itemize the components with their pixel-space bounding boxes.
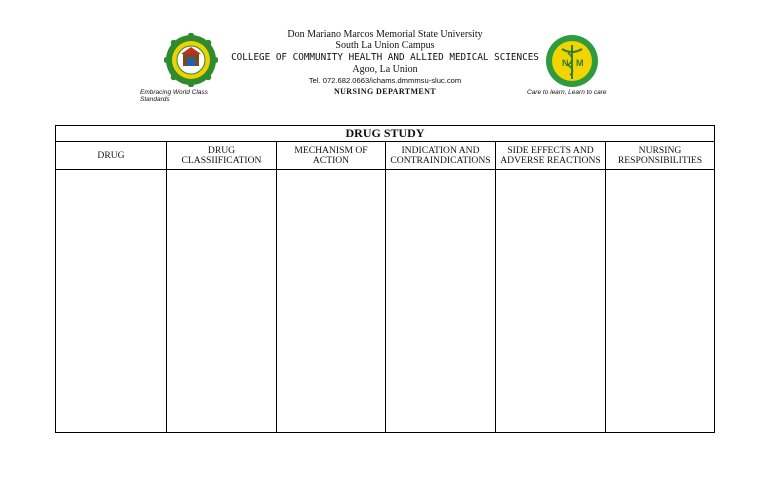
drug-study-table bbox=[55, 125, 715, 433]
location: Agoo, La Union bbox=[352, 64, 418, 75]
column-header-mechanism-of-action: MECHANISM OF ACTION bbox=[277, 142, 385, 170]
column-mechanism-of-action bbox=[276, 142, 385, 432]
cell-drug-classification[interactable] bbox=[167, 170, 276, 432]
college-name: COLLEGE OF COMMUNITY HEALTH AND ALLIED MEDICAL SCIENCES bbox=[231, 52, 539, 63]
column-nursing-responsibilities bbox=[605, 142, 714, 432]
column-drug bbox=[56, 142, 166, 432]
svg-text:N: N bbox=[562, 58, 569, 68]
telephone-line: Tel. 072.682.0663/ichams.dmmmsu-sluc.com bbox=[308, 76, 462, 85]
table-title: DRUG STUDY bbox=[56, 126, 714, 142]
nursing-logo bbox=[542, 33, 602, 89]
cell-indication[interactable] bbox=[386, 170, 495, 432]
column-header-drug: DRUG bbox=[56, 142, 166, 170]
department-name: NURSING DEPARTMENT bbox=[333, 87, 437, 96]
column-header-side-effects: SIDE EFFECTS AND ADVERSE REACTIONS bbox=[496, 142, 605, 170]
cell-nursing-responsibilities[interactable] bbox=[606, 170, 714, 432]
cell-side-effects[interactable] bbox=[496, 170, 605, 432]
left-logo-tagline: Embracing World Class Standards bbox=[140, 89, 208, 103]
column-header-nursing-responsibilities: NURSING RESPONSIBILITIES bbox=[606, 142, 714, 170]
column-side-effects bbox=[495, 142, 605, 432]
column-drug-classification bbox=[166, 142, 276, 432]
svg-text:M: M bbox=[576, 58, 584, 68]
campus-name: South La Union Campus bbox=[335, 40, 435, 51]
column-indication bbox=[385, 142, 495, 432]
column-header-indication: INDICATION AND CONTRAINDICATIONS bbox=[386, 142, 495, 170]
column-header-drug-classification: DRUG CLASSIIFICATION bbox=[167, 142, 276, 170]
cell-drug[interactable] bbox=[56, 170, 166, 432]
nursing-caduceus-icon bbox=[542, 33, 602, 89]
cell-mechanism-of-action[interactable] bbox=[277, 170, 385, 432]
right-logo-tagline: Care to learn, Learn to care bbox=[527, 89, 607, 96]
university-name: Don Mariano Marcos Memorial State University bbox=[287, 29, 483, 40]
